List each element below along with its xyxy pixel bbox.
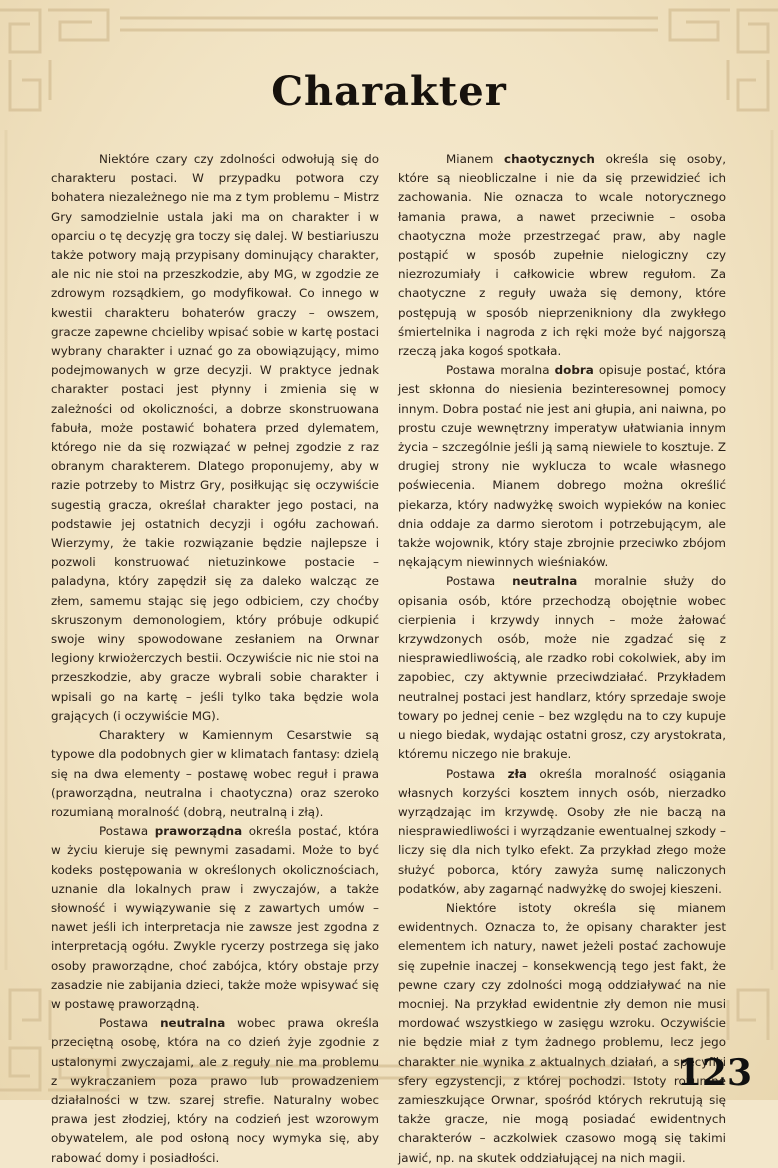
page-title: Charakter: [271, 68, 507, 115]
paragraph: Postawa neutralna wobec prawa określa przeciętną osobę, która na co dzień żyje zgodnie z ustalonymi zwyczajami, ale z reguły nie ma problemu z wykraczaniem poza prawo lub prowadzeniem działalności w tzw. szarej strefie. Naturalny wobec prawa jest złodziej, który na codzień jest wzorowym obywatelem, ale pod osłoną nocy wymyka się, aby rabować domy i posiadłości.: [51, 1016, 379, 1165]
right-text-column: [398, 150, 726, 1168]
paragraph: Mianem chaotycznych określa się osoby, które są nieobliczalne i nie da się przewidzieć ich zachowania. Nie oznacza to wcale notorycznego łamania prawa, a nawet przeciwnie – osoba chaotyczna może przestrzegać praw, aby nagle postąpić w sposób zupełnie nielogiczny czy niezrozumiały i całkowicie wbrew regułom. Za chaotyczne z reguły uważa się demony, które postępują w sposób nieprzenikniony dla zwykłego śmiertelnika i nagroda z ich ręki może być najgorszą rzeczą jaka kogoś spotkała.: [398, 152, 726, 359]
paragraph: Postawa neutralna moralnie służy do opisania osób, które przechodzą obojętnie wobec cierpienia i krzywdy innych – może żałować krzywdzonych osób, może nie zgadzać się z niesprawiedliwością, ale rzadko robi cokolwiek, aby im zapobiec, czy aktywnie przeciwdziałać. Przykładem neutralnej postaci jest handlarz, który sprzedaje swoje towary po jednej cenie – bez względu na to czy kupuje u niego biedak, wydając ostatni grosz, czy arystokrata, któremu niczego nie brakuje.: [398, 574, 726, 762]
term-good: dobra: [554, 363, 594, 378]
term-neutral-moral: neutralna: [512, 574, 578, 589]
paragraph: Niektóre czary czy zdolności odwołują się do charakteru postaci. W przypadku potwora czy bohatera niezależnego nie ma z tym problemu – Mistrz Gry samodzielnie ustala jaki ma on charakter i w oparciu o tę decyzję gra toczy się dalej. W bestiariuszu także potwory mają przypisany dominujący charakter, ale nic nie stoi na przeszkodzie, aby MG, w zgodzie ze zdrowym rozsądkiem, go modyfikował. Co innego w kwestii charakteru bohaterów graczy – owszem, gracze zapewne chcieliby wpisać sobie w kartę postaci wybrany charakter i uznać go za obowiązujący, mimo podejmowanych w grze decyzji. W praktyce jednak charakter postaci jest płynny i zmienia się w zależności od okoliczności, a dobrze skonstruowana fabuła, może postawić bohatera przed dylematem, którego nie da się rozwiązać w pełnej zgodzie z raz obranym charakterem. Dlatego proponujemy, aby w razie potrzeby to Mistrz Gry, posiłkując się oczywiście sugestią gracza, określał charakter jego postaci, na podstawie jej ostatnich decyzji i ogółu zachowań. Wierzymy, że takie rozwiązanie będzie najlepsze i pozwoli konstruować nietuzinkowe postacie – paladyna, który zapędził się za daleko walcząc ze złem, samemu stając się jego odbiciem, czy choćby skruszonym demonologiem, który próbuje odkupić swoje winy spowodowane zesłaniem na Orwnar legiony krwiożerczych bestii. Oczywiście nic nie stoi na przeszkodzie, aby gracze wybrali sobie charakter i wpisali go na kartę – jeśli tylko taka będzie wola grających (i oczywiście MG).: [51, 152, 379, 723]
term-chaotic: chaotycznych: [504, 152, 595, 166]
term-lawful: praworządna: [154, 824, 243, 839]
paragraph: Postawa zła określa moralność osiągania własnych korzyści kosztem innych osób, nierzadko wyrządzając im krzywdę. Osoby złe nie baczą na niesprawiedliwości i wyrządzanie ewentualnej szkody – liczy się dla nich tylko efekt. Za przykład złego może służyć poborca, który zawyża sumę naliczonych podatków, aby zagarnąć nadwyżkę do swojej kieszeni.: [398, 766, 726, 896]
left-text-column: [51, 150, 379, 1168]
paragraph: Niektóre istoty określa się mianem ewidentnych. Oznacza to, że opisany charakter jest elementem ich natury, nawet jeżeli postać zachowuje się zupełnie inaczej – konsekwencją tego jest fakt, że pewne czary czy zdolności mogą oddziaływać na nie mocniej. Na przykład ewidentnie zły demon nie musi mordować wszystkiego w zasięgu wzroku. Oczywiście nie będzie miał z tym żadnego problemu, lecz jego charakter nie wynika z aktualnych działań, a specyfiki sfery egzystencji, z której pochodzi. Istoty rozumne zamieszkujące Orwnar, spośród których rekrutują się także gracze, nie mogą posiadać ewidentnych charakterów – aczkolwiek czasowo mogą się takimi jawić, np. na skutek oddziałującej na nich magii.: [398, 900, 726, 1165]
page-number: 123: [676, 1052, 752, 1094]
term-evil: zła: [507, 766, 527, 781]
paragraph: Charaktery w Kamiennym Cesarstwie są typowe dla podobnych gier w klimatach fantasy: dzielą się na dwa elementy – postawę wobec reguł i prawa (praworządna, neutralna i chaotyczna) oraz szeroko rozumianą moralność (dobrą, neutralną i złą).: [51, 728, 379, 819]
term-neutral: neutralna: [160, 1016, 226, 1031]
paragraph: Postawa praworządna określa postać, która w życiu kieruje się pewnymi zasadami. Może to być kodeks postępowania w określonych okolicznościach, uznanie dla lokalnych praw i zwyczajów, a także słowność i wywiązywanie się z zawartych umów – nawet jeśli ich interpretacja nie zawsze jest zgodna z interpretacją ogółu. Zwykle rycerzy postrzega się jako osoby praworządne, choć zabójca, który obstaje przy zasadzie nie zabijania dzieci, także może wpisywać się w postawę praworządną.: [51, 824, 379, 1011]
paragraph: Postawa moralna dobra opisuje postać, która jest skłonna do niesienia bezinteresownej pomocy innym. Dobra postać nie jest ani głupia, ani naiwna, po prostu czuje wewnętrzny imperatyw ułatwiania innym życia – szczególnie jeśli ją samą niewiele to kosztuje. Z drugiej strony nie wyklucza to wcale własnego poświecenia. Mianem dobrego można określić piekarza, który nadwyżkę swoich wypieków na koniec dnia oddaje za darmo sierotom i potrzebującym, ale także wojownik, który staje zbrojnie przeciwko zbójom nękającym niewinnych wieśniaków.: [398, 363, 726, 570]
